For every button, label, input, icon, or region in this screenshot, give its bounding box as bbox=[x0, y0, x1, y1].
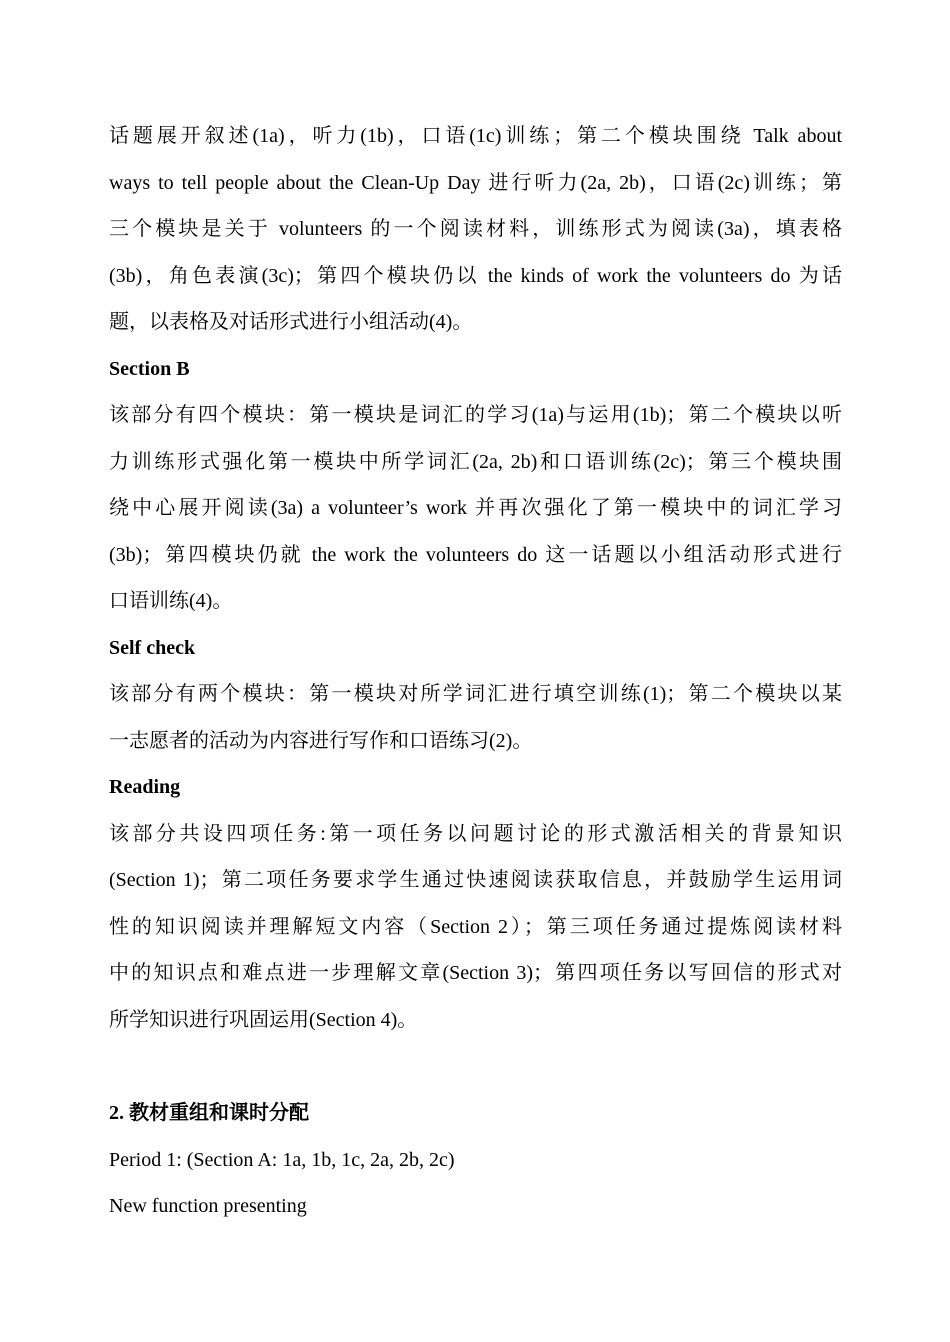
section-b-line: 该部分有四个模块：第一模块是词汇的学习(1a)与运用(1b)；第二个模块以听 bbox=[109, 404, 842, 426]
section-b-line: 力训练形式强化第一模块中所学词汇(2a, 2b)和口语训练(2c)；第三个模块围 bbox=[109, 450, 842, 473]
spacer bbox=[109, 1043, 842, 1090]
reading-line: 该部分共设四项任务:第一项任务以问题讨论的形式激活相关的背景知识 bbox=[109, 822, 842, 845]
section-b-line: 口语训练(4)。 bbox=[109, 590, 233, 612]
intro-line: 题，以表格及对话形式进行小组活动(4)。 bbox=[109, 311, 473, 333]
section-b-line: (3b)；第四模块仍就 the work the volunteers do 这一话题以小组活动形式进行 bbox=[109, 543, 842, 566]
section-b-line: 绕中心展开阅读(3a) a volunteer’s work 并再次强化了第一模块中的词汇学习 bbox=[109, 497, 842, 519]
intro-line: 话题展开叙述(1a)，听力(1b)，口语(1c)训练；第二个模块围绕 Talk about bbox=[109, 125, 842, 147]
intro-line: 三个模块是关于 volunteers 的一个阅读材料，训练形式为阅读(3a)，填表格 bbox=[109, 218, 842, 240]
reading-line: 中的知识点和难点进一步理解文章(Section 3)；第四项任务以写回信的形式对 bbox=[109, 962, 842, 984]
reorg-heading: 2. 教材重组和课时分配 bbox=[109, 1102, 309, 1124]
section-b-heading: Section B bbox=[109, 357, 190, 380]
period-line: Period 1: (Section A: 1a, 1b, 1c, 2a, 2b, 2c) bbox=[109, 1148, 455, 1171]
intro-line: (3b)，角色表演(3c)；第四个模块仍以 the kinds of work the volunteers do 为话 bbox=[109, 264, 842, 287]
reading-line: 所学知识进行巩固运用(Section 4)。 bbox=[109, 1008, 418, 1031]
function-line: New function presenting bbox=[109, 1195, 307, 1217]
intro-line: ways to tell people about the Clean-Up Day 进行听力(2a, 2b)，口语(2c)训练；第 bbox=[109, 171, 842, 194]
self-check-line: 一志愿者的活动为内容进行写作和口语练习(2)。 bbox=[109, 729, 533, 752]
self-check-heading: Self check bbox=[109, 636, 196, 659]
document-page bbox=[109, 113, 842, 1230]
reading-line: (Section 1)；第二项任务要求学生通过快速阅读获取信息，并鼓励学生运用词 bbox=[109, 869, 842, 891]
reading-line: 性的知识阅读并理解短文内容（Section 2）；第三项任务通过提炼阅读材料 bbox=[109, 915, 842, 938]
self-check-line: 该部分有两个模块：第一模块对所学词汇进行填空训练(1)；第二个模块以某 bbox=[109, 683, 842, 705]
reading-heading: Reading bbox=[109, 776, 181, 798]
